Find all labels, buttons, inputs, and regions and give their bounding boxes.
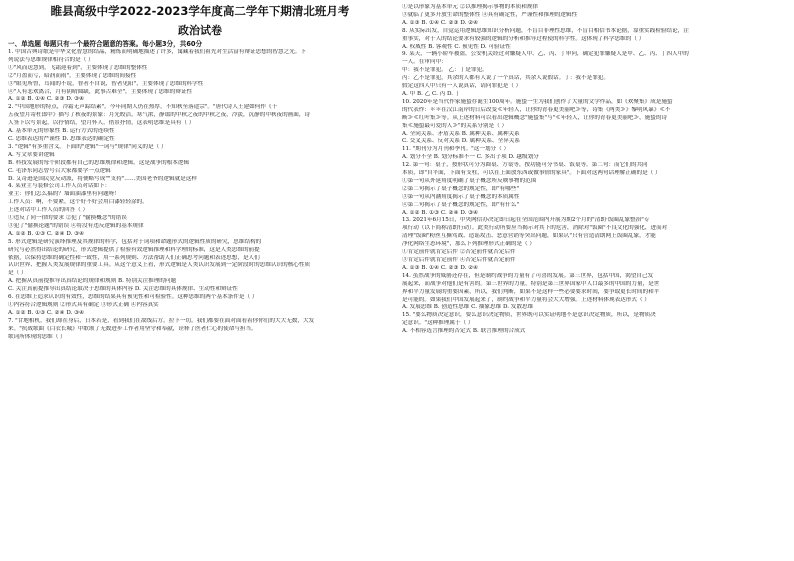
text-line: A. ①② B. ①③ C. ②④ D. ③④ <box>8 309 85 316</box>
text-line: A. ①② B. ①④ C. ②③ D. ③④ <box>8 96 85 103</box>
text-line: A. ①③ B. ①④ C. ②③ D. ②④ <box>402 19 479 26</box>
text-line: 3. "逻辑"有多重含义。下面的"逻辑"一词与"规律"同义的是（ ） <box>8 143 167 150</box>
text-line: A. 基本单元的形象性 B. 运行方式的连续性 <box>8 128 115 135</box>
text-line: A. 划分不全 B. 划分标准不一 C. 多出子项 D. 越级划分 <box>402 154 539 161</box>
text-line: D. 艾奇逊是国民党反动派，将便略写成""支持"……美国老爷的逻辑就是这样 <box>8 175 197 182</box>
text-line: 工作人员：啊，不要紧，这个好不好会用白漆轻轻涂的。 <box>8 199 148 206</box>
text-line: A. 发展思维 B. 创造性思维 C. 抽象思维 D. 发散思维 <box>402 304 534 311</box>
text-line: ②第二句揭示了桌子概念的规定性，即"有哪些" <box>402 185 520 192</box>
text-line: 1. 中国古典诗歌是中华文化智慧的结晶，精炼而明确地描述了许多，寓藏着我们祖先对生活富有辩证思想的智慧之光。下 <box>8 49 306 55</box>
text-line: 15. "要么物质决定意识，要么意识决定物质，世界既可以实证明地不是意识决定物质，所以，是物质决 <box>402 312 656 319</box>
text-line: A. 全同关系、矛盾关系 B. 属种关系、属种关系 <box>402 130 520 137</box>
text-line: ③第一句从内涵角度揭示了桌子概念的本质属性 <box>402 193 520 200</box>
text-line: ③犯了"偷换论题"的错误 ④将没有违反逻辑的基本规律 <box>8 222 144 229</box>
exam-subtitle: 政治试卷 <box>178 24 222 37</box>
text-line: 认识世界、把握人类发展规律的重要工具。从这个意义上看，形式逻辑是人类认识发展到一定阶段时的思维认识的核心性质 <box>8 262 311 269</box>
text-line: A. ①③ B. ①④ C. ②③ D. ②④ <box>402 264 479 271</box>
right-column <box>402 4 786 336</box>
text-line: ④第二句揭示了桌子概念的规定性，即"有什么" <box>402 201 520 208</box>
text-line: 2. "中国地形的特点，冷霜无声踪结素"。今年同期人仍在热厚，不知秋至落途宗"。"唐代诗人王建如何作《十 <box>8 104 278 111</box>
text-line: C. 交叉关系、反对关系 D. 属种关系、全异关系 <box>402 138 520 145</box>
text-line: ①违反了同一律的要求 ②犯了"偷换概念"的错误 <box>8 215 127 222</box>
text-line: 展起来，而战争对他们是有害的。第三世界的力量，特别是第三世界国家中人口最多的中国的力量，是世 <box>402 280 660 287</box>
text-line: ③"眼见所曾，耳闻的不说，智者不自说，智者见阳"，主要体现了思维的科学性 <box>8 80 204 87</box>
text-line: 集≪施蛰最可爱的人≫"的关系分别是（ ） <box>402 122 508 129</box>
text-line: C. 关注真前提推导出真结论取决于思维的具体内容 D. 关注思维的具体规律、生动性和辩证性 <box>8 286 238 293</box>
text-line: 11. "期刊分为月刊和季刊。"这一划分（ ） <box>402 146 510 153</box>
text-line: 歌词所体现的思维（ ） <box>8 333 66 340</box>
text-line: 净化网络生态环境"，那么下列推理形式正确的是（ ） <box>402 241 536 248</box>
text-line: 重事实，对于人的结论要求有较强的逻辑的分析和推导过程使的科学性。这体现了科学思维的（ ） <box>402 35 645 42</box>
text-line: 5. 形式逻辑是研究演绎推理及其规律的科学，包括对于词项和命题形式的逻辑性质的研究，思维结构的 <box>8 238 262 245</box>
text-line: ①"风而送慧到，飞霜迎着到"，主要体现了思维的整体性 <box>8 64 148 71</box>
text-line: 13. 2021年6月15日，中央网信办决定即日起在全国范围内开展为期2个月的"清朗·饭圈乱象整治"专 <box>402 217 650 224</box>
text-line: C. 毛泽东同志曾号召大家都要学一点逻辑 <box>8 167 111 174</box>
text-line: 上述对话中工作人员的回答（ ） <box>8 207 89 214</box>
left-question-text <box>8 49 392 342</box>
text-line: ①内容符合逻辑规则 ②形式具有确定 ③形式正确 ④内容真实 <box>8 302 159 308</box>
text-line: A. ①② B. ①③ C. ②④ D. ③④ <box>8 230 85 237</box>
text-line: B. 科技发展的每个阶段都有自己的思维规律和逻辑，这是战争的根本逻辑 <box>8 159 190 166</box>
left-column <box>8 4 392 342</box>
text-line: 研究与必然得出结论的研究，形式逻辑提供了检验有效逻辑推理和科学理的标准，这是人类思维的前提 <box>8 246 260 253</box>
text-line: A. 不相容选言推理的否定式 B. 联言推理的合成式 <box>402 328 526 335</box>
text-line: 是可能的。如果我们中国发展起来了，制约战争和平力量将会大大增强。上述材料体现表达形式（ ） <box>402 296 650 303</box>
text-line: 界和平力量发展的重要因素，所以，我们判断，如果不是这样一些必要要求时间，要争取更长时间的和平 <box>402 288 660 295</box>
text-line: ①第一句从外延角度明确了桌子概念所反映事物的范围 <box>402 177 537 184</box>
text-line: 14. 虽然战争的威胁还存在，但是制约战争的力量有了可喜的发展。第三世界，包括中国，渴望自己发 <box>402 272 654 279</box>
text-line: A. 甲 B. 乙 C. 丙 D. 丁 <box>402 90 461 97</box>
text-line: 列说法与思维规律相符合的是（ ） <box>8 56 94 63</box>
exam-title: 睢县高级中学2022-2023学年度高二学年下期清北班月考 <box>50 4 350 18</box>
text-line: 断≫≪红叶集≫等。从上述材料可以看出逻辑概念"施蛰集"与"≪年轻人，让你的青春更美丽吧≫，施蛰的诗 <box>402 114 668 121</box>
text-line: 8. 从实际出发，自觉运用逻辑思维知识分析问题，不盲目非理性思维，不盲目相信书本论据，靠重实践检验结论，注 <box>402 27 689 34</box>
text-line: ①肯定前件就肯定后件 ②否定前件就否定后件 <box>402 249 516 256</box>
text-line: 7. "甘地相机，我们却在身后，日本若是，看到我们在敌线后方，拉下一切。我们都要在面对面看着你你们的大大无数，大发 <box>8 317 315 324</box>
text-line: 项行动（以下简称清朗行动）。此类行动所要应当揭示对其下的危害，消除对"饭圈"不良文化的强化，进而对 <box>402 225 668 232</box>
text-line: C. 思维表达的严谨性 D. 思维表达的确定性 <box>8 135 115 142</box>
text-line: 12. 第一句：桌子，按形状可分为圆桌、方桌等，按功能可分书桌、饭桌等。第二句：而它们的共同 <box>402 162 648 169</box>
text-line: ①是以形象为基本单元 ②以推理揭示事物的本质和规律 <box>402 4 539 10</box>
right-question-text <box>402 4 786 336</box>
text-line: 清理"饭圈"粉丝互撕骂战、造谣攻击、恶意营销等突出问题，如果认"只有营造清朗网上饭圈乱象，才能 <box>402 233 656 240</box>
text-line: 的代表作：＊＊在汉江南岸的日后改变≪年轻人，让你的青春更美丽吧≫等，诗集《两类≫》黎明风暴》≪不 <box>402 106 671 113</box>
text-line: 五夜望月寄杜郎中》描写了秋夜的景象：月光皎洁，寒气浓，静谧的中秋之夜的中秋之夜，冷淡，沉静的中秋夜的画面，诗 <box>8 112 311 119</box>
text-line: 9. 某天，一辆小轿车被盗，公安机关经过对嫌疑人甲、乙、丙、丁审问，确定犯罪嫌疑人是甲、乙、丙、丁四人中的 <box>402 51 689 58</box>
text-line: A. 把握从真前提推导出真结论的规律和规则 B. 特别关注推理的问题 <box>8 278 177 285</box>
text-line: 6. 在思维上追求认识的有效性，思维的结果具有预见性和可检验性。这种思维的两个基本条件是（ ） <box>8 294 258 301</box>
text-line: A. 权威性 B. 客观性 C. 预见性 D. 可验证性 <box>402 43 511 50</box>
text-line: ②"月盈而亏，暗润而雨"，主要体现了思维的间接性 <box>8 72 137 79</box>
text-line: 是（ ） <box>8 270 27 277</box>
text-line: 4. 某业主与装修公司工作人员对话如下： <box>8 183 111 190</box>
text-line: 定意识。"这种推理属于（ ） <box>402 320 474 327</box>
text-line: 业主：你们怎么搞的？墙面油漆里有问题呀！ <box>8 191 120 198</box>
text-line: ③就临了更多开放生命的整体性 ④具有确定性，严谨性和推理的逻辑性 <box>402 11 578 18</box>
text-line: 人签下以写景起，以抒情结，望月怀人，借景抒情，这表明思维是具有（ ） <box>8 120 195 127</box>
text-line: 假定这四人中只有一人说真话，请问罪犯是（ ） <box>402 83 522 90</box>
text-line: A. 写文章要讲逻辑 <box>8 151 55 158</box>
text-line: A. ①② B. ①③ C. ②④ D. ③④ <box>402 209 479 216</box>
section-heading: 一、单选题 每题只有一个最符合题意的答案。每小题3分，共60分 <box>8 40 203 48</box>
text-line: ③肯定后件就肯定前件 ④否定后件就否定前件 <box>402 257 516 263</box>
text-line: 10. 2020年是当代作家施蛰存诞生100周年。施蛰一生为我们创作了大量的文学作品，如《欢聚集》成是施蛰 <box>402 98 673 105</box>
text-line: 甲：我不是罪犯。 乙：丁是罪犯。 <box>402 67 488 74</box>
text-line: 依据，以保持思维的确定性和一致性，用一系列规则、方法帮助人们正确思考问题和表述思想，是人们 <box>8 254 260 261</box>
text-line: 一人。在审问中： <box>402 59 447 66</box>
text-line: 来。"抗战歌曲《白衣长城》中歌颂了无数进步工作者用坚守和奉献，诠释了医者仁心的使命与担当。 <box>8 325 257 332</box>
text-line: 本质，即"自平面，下面有支柱，可以在上面放东西或做事情的家具"。下面对这两句话理解正确的是（ ） <box>402 170 661 177</box>
text-line: ④"人有悲欢离合，月有阴晴圆缺，此事古难全"，主要体现了思维的辩证性 <box>8 88 193 95</box>
text-line: 丙：乙不是罪犯，其余的人都有人说了一个真话，其余人说假话。丁：我不是罪犯。 <box>402 75 609 82</box>
